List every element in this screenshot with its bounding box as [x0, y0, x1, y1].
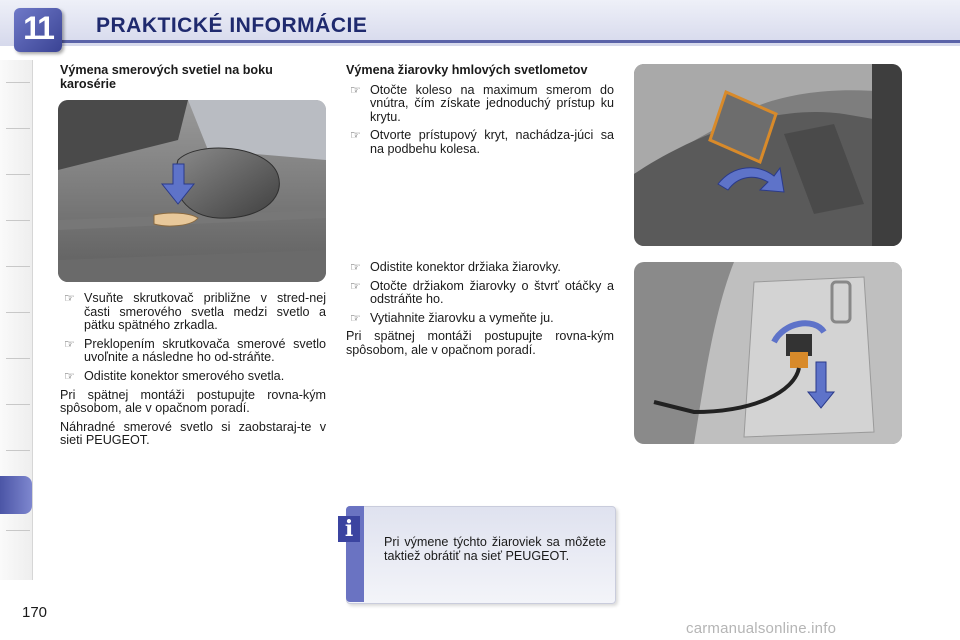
list-item — [60, 370, 326, 384]
wheel-arch-photo — [634, 64, 902, 246]
left-column — [60, 64, 326, 97]
hand-pointer-icon: ☞ — [350, 278, 361, 293]
left-column-body — [60, 292, 326, 453]
list-item-text: Otočte držiakom žiarovky o štvrť otáčky a odstráňte ho. — [370, 278, 614, 307]
info-box-text: Pri výmene týchto žiaroviek sa môžete taktiež obrátiť na sieť PEUGEOT. — [384, 535, 606, 563]
tab-divider — [6, 450, 30, 451]
bullet-list — [60, 292, 326, 384]
list-item-text: Vytiahnite žiarovku a vymeňte ju. — [370, 310, 554, 325]
hand-pointer-icon: ☞ — [350, 82, 361, 97]
bullet-list — [346, 84, 614, 157]
hand-pointer-icon: ☞ — [350, 128, 361, 143]
tab-divider — [6, 358, 30, 359]
section-heading: Výmena smerových svetiel na boku karosérie — [60, 63, 273, 91]
watermark[interactable]: carmanualsonline.info — [686, 620, 837, 637]
tab-divider — [6, 312, 30, 313]
tab-divider — [6, 404, 30, 405]
mirror-photo — [58, 100, 326, 282]
page-title: PRAKTICKÉ INFORMÁCIE — [96, 14, 368, 37]
paragraph: Pri spätnej montáži postupujte rovna-kým spôsobom, ale v opačnom poradí. — [346, 329, 614, 357]
fog-lamp-photo — [634, 262, 902, 444]
section-heading: Výmena žiarovky hmlových svetlometov — [346, 63, 588, 77]
chapter-tab-active[interactable] — [0, 476, 32, 514]
list-item — [346, 261, 614, 275]
hand-pointer-icon: ☞ — [350, 260, 361, 274]
list-item-text: Vsuňte skrutkovač približne v stred-nej časti smerového svetla medzi svetlo a pätku spätného zrkadla. — [84, 291, 326, 333]
list-item — [346, 280, 614, 307]
chapter-number: 11 — [23, 10, 53, 46]
list-item-text: Otočte koleso na maximum smerom do vnútra, čím získate jednoduchý prístup ku krytu. — [370, 82, 614, 124]
list-item — [346, 84, 614, 125]
hand-pointer-icon: ☞ — [64, 291, 75, 305]
list-item-text: Preklopením skrutkovača smerové svetlo uvoľnite a následne ho od-stráňte. — [84, 336, 326, 365]
list-item — [346, 129, 614, 156]
header-rule — [60, 40, 960, 43]
tab-divider — [6, 220, 30, 221]
list-item-text: Odistite konektor držiaka žiarovky. — [370, 260, 561, 274]
tab-divider — [6, 174, 30, 175]
hand-pointer-icon: ☞ — [64, 336, 75, 351]
fog-lamp-illustration — [634, 262, 902, 444]
hand-pointer-icon: ☞ — [350, 310, 361, 325]
hand-pointer-icon: ☞ — [64, 368, 75, 383]
wheel-arch-illustration — [634, 64, 902, 246]
list-item — [346, 312, 614, 326]
bullet-list — [346, 261, 614, 325]
list-item — [60, 292, 326, 333]
tab-divider — [6, 266, 30, 267]
paragraph: Náhradné smerové svetlo si zaobstaraj-te v sieti PEUGEOT. — [60, 419, 326, 448]
list-item-text: Otvorte prístupový kryt, nachádza-júci sa na podbehu kolesa. — [370, 128, 614, 156]
list-item-text: Odistite konektor smerového svetla. — [84, 368, 285, 383]
middle-column-top — [346, 64, 614, 162]
tab-divider — [6, 530, 30, 531]
tab-divider — [6, 128, 30, 129]
mirror-illustration — [58, 100, 326, 282]
tab-divider — [6, 82, 30, 83]
info-icon: i — [338, 516, 360, 542]
list-item — [60, 338, 326, 365]
paragraph: Pri spätnej montáži postupujte rovna-kým spôsobom, ale v opačnom poradí. — [60, 387, 326, 416]
middle-column-bottom — [346, 261, 614, 363]
page-number: 170 — [22, 604, 48, 621]
